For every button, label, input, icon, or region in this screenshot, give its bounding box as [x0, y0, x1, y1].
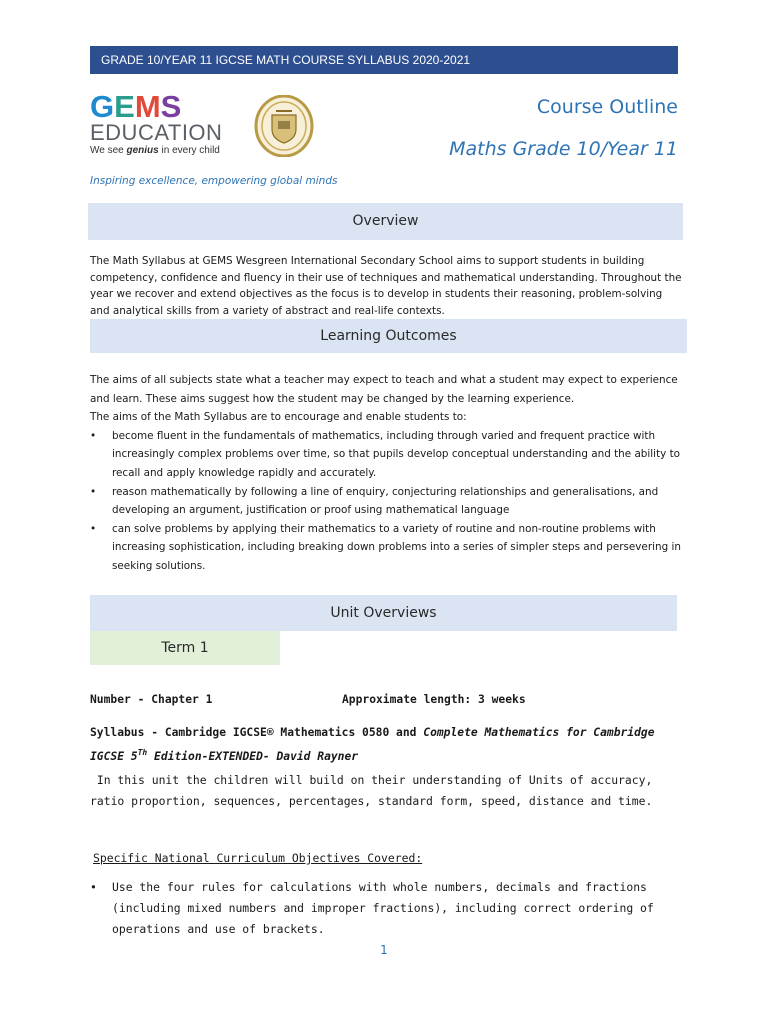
document-header-bar — [90, 46, 678, 74]
document-header-title: GRADE 10/YEAR 11 IGCSE MATH COURSE SYLLABUS 2020-2021 — [101, 53, 471, 67]
syllabus-reference: Syllabus - Cambridge IGCSE® Mathematics 0580 and Complete Mathematics for Cambridge IGCSE 5Th Edition-EXTENDED- David Rayner — [90, 726, 655, 763]
objectives-list — [90, 877, 686, 940]
unit-overviews-heading: Unit Overviews — [90, 595, 677, 631]
logo-education-text: EDUCATION — [90, 120, 223, 145]
chapter-length: Approximate length: 3 weeks — [342, 693, 526, 706]
learning-bullet-list — [90, 427, 682, 576]
overview-paragraph: The Math Syllabus at GEMS Wesgreen International Secondary School aims to support students in building competency, confidence and fluency in their use of techniques and mathematical understanding. Throughout the year we recover and extend objectives as the focus is to develop in students their reasoning, problem-solving and analytical skills from a variety of abstract and real-life contexts. — [90, 255, 682, 317]
school-crest-icon — [254, 95, 314, 157]
list-item: • Use the four rules for calculations with whole numbers, decimals and fractions (including mixed numbers and improper fractions), including correct ordering of operations and use of brackets. — [90, 877, 686, 940]
objectives-heading: Specific National Curriculum Objectives Covered: — [93, 851, 423, 865]
course-subtitle: Maths Grade 10/Year 11 — [449, 138, 678, 160]
list-item: • reason mathematically by following a line of enquiry, conjecturing relationships and generalisations, and developing an argument, justification or proof using mathematical language — [90, 483, 682, 520]
logo-tagline: We see genius in every child — [90, 145, 220, 156]
gems-education-logo — [90, 89, 240, 162]
learning-outcomes-heading: Learning Outcomes — [90, 319, 687, 353]
page-number: 1 — [380, 943, 388, 957]
overview-heading: Overview — [88, 203, 683, 240]
chapter-name: Number - Chapter 1 — [90, 693, 213, 706]
logo-gems-wordmark: GEMS — [90, 89, 182, 124]
learning-outcomes-body — [90, 371, 682, 576]
unit-description: In this unit the children will build on their understanding of Units of accuracy, ratio proportion, sequences, percentages, standard form, speed, distance and time. — [90, 773, 660, 808]
learning-aims: The aims of the Math Syllabus are to encourage and enable students to: — [90, 411, 467, 424]
term-label: Term 1 — [90, 631, 280, 665]
school-slogan: Inspiring excellence, empowering global minds — [90, 175, 338, 187]
list-item: • become fluent in the fundamentals of mathematics, including through varied and frequent practice with increasingly complex problems over time, so that pupils develop conceptual understanding and the ability to recall and apply knowledge rapidly and accurately. — [90, 427, 682, 483]
course-outline-title: Course Outline — [536, 96, 678, 118]
list-item: • can solve problems by applying their mathematics to a variety of routine and non-routine problems with increasing sophistication, including breaking down problems into a series of simpler steps and persevering in seeking solutions. — [90, 520, 682, 576]
learning-intro: The aims of all subjects state what a teacher may expect to teach and what a student may expect to experience and learn. These aims suggest how the student may be changed by the learning experience. — [90, 374, 678, 405]
